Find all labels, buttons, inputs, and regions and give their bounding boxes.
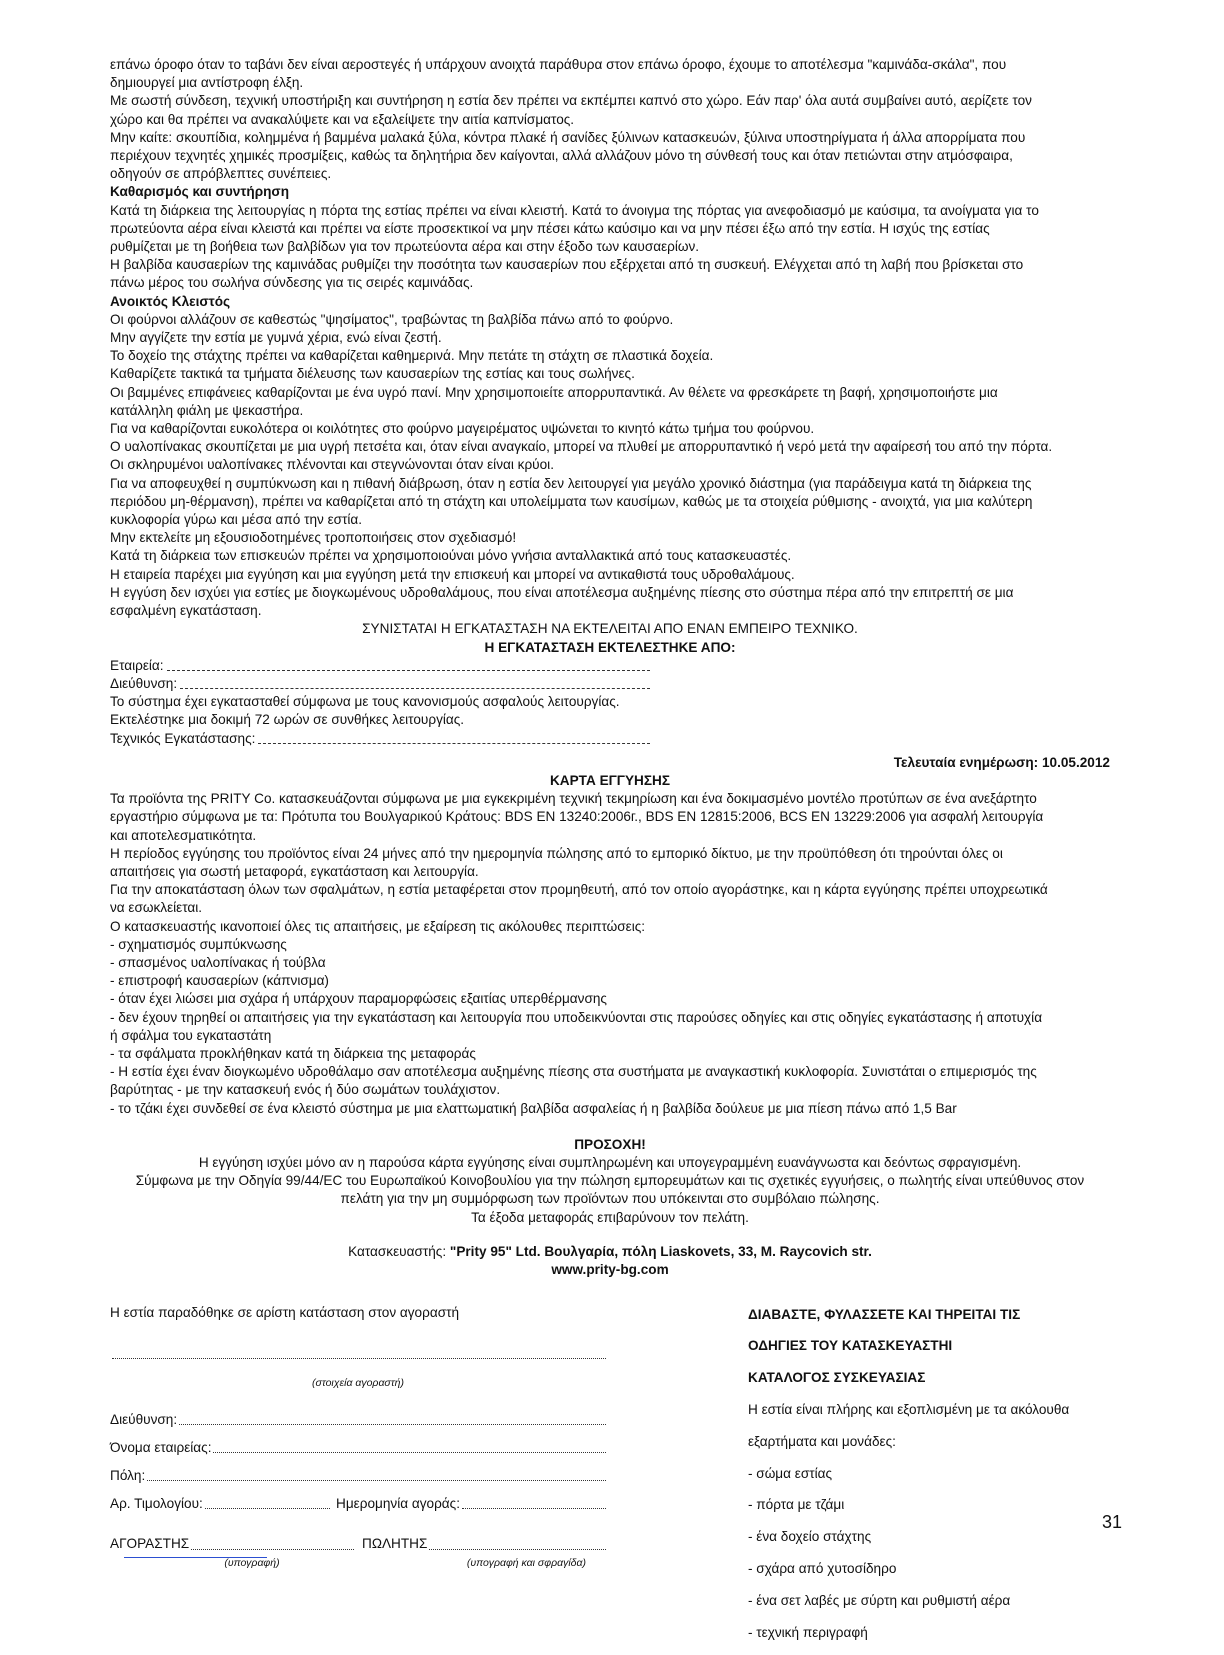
list-item: - σώμα εστίας (748, 1465, 833, 1481)
seller-signature-field[interactable] (362, 1535, 606, 1553)
packing-list (748, 1292, 1128, 1655)
install-recommendation: ΣΥΝΙΣΤΑΤΑΙ Η ΕΓΚΑΤΑΣΤΑΣΗ ΝΑ ΕΚΤΕΛΕΙΤΑΙ ΑΠΟ ΕΝΑΝ ΕΜΠΕΙΡΟ ΤΕΧΝΙΚΟ. (362, 621, 858, 637)
text-line: Κατά τη διάρκεια των επισκευών πρέπει να χρησιμοποιούναι μόνο γνήσια ανταλλακτικά από τους κατασκευαστές. (110, 548, 792, 564)
packing-heading: ΟΔΗΓΙΕΣ ΤΟΥ ΚΑΤΑΣΚΕΥΑΣΤΗΙ (748, 1338, 953, 1354)
text-line: οδηγούν σε απρόβλεπτες συνέπειες. (110, 166, 332, 182)
text-line: απαιτήσεις για σωστή μεταφορά, εγκατάσταση και λειτουργία. (110, 863, 479, 879)
list-item: - όταν έχει λιώσει μια σχάρα ή υπάρχουν παραμορφώσεις εξαιτίας υπερθέρμανσης (110, 991, 607, 1007)
purchase-date-field[interactable] (336, 1495, 606, 1513)
field-label: Όνομα εταιρείας: (110, 1439, 212, 1455)
dotted-line (112, 1357, 606, 1359)
field-label: Διεύθυνση: (110, 675, 178, 691)
text-line: Οι σκληρυμένοι υαλοπίνακες πλένονται και στεγνώνονται όταν είναι κρύοι. (110, 457, 554, 473)
text-line: Οι βαμμένες επιφάνειες καθαρίζονται με ένα υγρό πανί. Μην χρησιμοποιείτε απορρυπαντικά. Αν θέλετε να φρεσκάρετε τη βαφή, χρησιμοποιήστε μια (110, 384, 998, 400)
list-item: - το τζάκι έχει συνδεθεί σε ένα κλειστό σύστημα με μια ελαττωματική βαλβίδα ασφαλείας ή η βαλβίδα δούλευε με μια πίεση πάνω από 1,5 Bar (110, 1100, 957, 1116)
warranty-heading: ΚΑΡΤΑ ΕΓΓΥΗΣΗΣ (549, 772, 670, 788)
section-heading: Ανοικτός Κλειστός (110, 293, 231, 309)
manufacturer-line (110, 1243, 1110, 1261)
field-label: Διεύθυνση: (110, 1411, 178, 1427)
text-line: Κατά τη διάρκεια της λειτουργίας η πόρτα της εστίας πρέπει να είναι κλειστή. Κατά το άνοιγμα της πόρτας για ανεφοδιασμό με καύσιμα, τα ανοίγματα για το (110, 202, 1039, 218)
text-line: χώρο και θα πρέπει να ανακαλύψετε και να εξαλείψετε την αιτία καπνίσματος. (110, 111, 575, 127)
text-line: και αποτελεσματικότητα. (110, 827, 257, 843)
field-label: ΠΩΛΗΤΗΣ (362, 1536, 428, 1552)
last-update: Τελευταία ενημέρωση: 10.05.2012 (893, 754, 1110, 770)
text-line: Τα έξοδα μεταφοράς επιβαρύνουν τον πελάτη. (471, 1209, 749, 1225)
text-line: Η εταιρεία παρέχει μια εγγύηση και μια εγγύηση μετά την επισκευή και μπορεί να αντικαθιστά τους υδροθαλάμους. (110, 566, 795, 582)
packing-heading: ΚΑΤΑΛΟΓΟΣ ΣΥΣΚΕΥΑΣΙΑΣ (748, 1370, 926, 1386)
invoice-date-row (110, 1495, 606, 1513)
manufacturer-name: "Prity 95" Ltd. Βουλγαρία, πόλη Liaskovets, 33, M. Raycovich str. (449, 1243, 872, 1259)
list-item: - τα σφάλματα προκλήθηκαν κατά τη διάρκεια της μεταφοράς (110, 1045, 476, 1061)
text-line: επάνω όροφο όταν το ταβάνι δεν είναι αεροστεγές ή υπάρχουν ανοιχτά παράθυρα στον επάνω όροφο, έχουμε το αποτέλεσμα "καμινάδα-σκάλα", που (110, 57, 1007, 72)
attention-section (110, 1136, 1110, 1227)
text-line: Για να αποφευχθεί η συμπύκνωση και η πιθανή διάβρωση, όταν η εστία δεν λειτουργεί για μεγάλο χρονικό διάστημα (για παράδειγμα κατά τη διάρκεια της (110, 475, 1032, 491)
buyer-signature-field[interactable] (110, 1535, 354, 1553)
text-line: να εσωκλείεται. (110, 900, 203, 916)
dotted-line (462, 1507, 606, 1509)
text-line: εσφαλμένη εγκατάσταση. (110, 603, 262, 619)
open-closed-section (110, 293, 1110, 621)
invoice-field[interactable] (110, 1495, 330, 1513)
text-line: Για να καθαρίζονται ευκολότερα οι κοιλότητες στο φούρνο μαγειρέματος υψώνεται το κινητό κάτω τμήμα του φούρνου. (110, 421, 815, 437)
intro-section (110, 56, 1110, 183)
manufacturer-label: Κατασκευαστής: (348, 1243, 450, 1259)
dotted-line (205, 1507, 330, 1509)
list-item: - τεχνική περιγραφή (748, 1624, 868, 1640)
text-line: Η εστία είναι πλήρης και εξοπλισμένη με τα ακόλουθα (748, 1401, 1070, 1417)
list-item: βαρύτητας - με την κατασκευή ενός ή δύο σωμάτων τουλάχιστον. (110, 1082, 501, 1098)
text-line: εργαστήριο σύμφωνα με τα: Πρότυπα του Βουλγαρικού Κράτους: BDS EN 13240:2006г., BDS EN 12815:2006, BCS EN 13229:2006 για ασφαλή λειτουργία (110, 809, 1044, 825)
list-item: - ένα δοχείο στάχτης (748, 1529, 872, 1545)
list-item: - επιστροφή καυσαερίων (κάπνισμα) (110, 973, 329, 989)
signature-row (110, 1535, 606, 1553)
field-label: Αρ. Τιμολογίου: (110, 1496, 203, 1512)
list-item: - Η εστία έχει έναν διογκωμένο υδροθάλαμο σαν αποτέλεσμα αυξημένης πίεσης στα συστήματα με αναγκαστική κυκλοφορία. Συνιστάται ο επιμερισμός της (110, 1064, 1037, 1080)
text-line: Μην καίτε: σκουπίδια, κολημμένα ή βαμμένα μαλακά ξύλα, κόντρα πλακέ ή σανίδες ξύλινων κατασκευών, ξύλινα υποστηρίγματα ή άλλα απορρίματα που (110, 129, 1026, 145)
address-field[interactable] (110, 675, 650, 693)
text-line: πρωτεύοντα αέρα είναι κλειστά και πρέπει να είστε προσεκτικοί να μην πέσει κάτω καύσιμο και να μην πέσει έξω από την εστία. Η ισχύς της εστίας (110, 220, 990, 236)
field-label: ΑΓΟΡΑΣΤΗΣ (110, 1536, 190, 1552)
manufacturer-website: www.prity-bg.com (551, 1262, 669, 1277)
list-item: - σχηματισμός συμπύκνωσης (110, 936, 287, 952)
list-item: - σχάρα από χυτοσίδηρο (748, 1560, 897, 1576)
list-item: - δεν έχουν τηρηθεί οι απαιτήσεις για την εγκατάσταση και λειτουργία που υποδεικνύονται στις παρούσες οδηγίες και στις οδηγίες εγκατάστασης ή αποτυχία (110, 1009, 1043, 1025)
text-line: Η εγγύηση ισχύει μόνο αν η παρούσα κάρτα εγγύησης είναι συμπληρωμένη και υπογεγραμμένη ευανάγνωστα και δεόντως σφραγισμένη. (198, 1154, 1022, 1170)
cleaning-section (110, 183, 1110, 292)
list-item: - σπασμένος υαλοπίνακας ή τούβλα (110, 954, 326, 970)
text-line: περιόδου μη-θέρμανση), πρέπει να καθαρίζεται από τη στάχτη και υπολείμματα των καυσίμων, καθώς με τα στοιχεία ρύθμισης - ανοιχτά, για μια καλύτερη (110, 493, 1033, 509)
footer-rule (124, 1557, 267, 1558)
buyer-details-caption: (στοιχεία αγοραστή) (311, 1376, 405, 1389)
dashed-line (180, 687, 650, 689)
list-item: - πόρτα με τζάμι (748, 1497, 845, 1513)
dotted-line (429, 1548, 606, 1550)
text-line: πελάτη για την μη συμμόρφωση των προϊόντων που υπόκεινται στο συμβόλαιο πώλησης. (340, 1191, 880, 1207)
field-label: Τεχνικός Εγκατάστασης: (110, 730, 256, 746)
dashed-line (258, 742, 650, 744)
text-line: πάνω μέρος του σωλήνα σύνδεσης για τις σειρές καμινάδας. (110, 275, 474, 291)
install-done-by: Η ΕΓΚΑΤΑΣΤΑΣΗ ΕΚΤΕΛΕΣΤΗΚΕ ΑΠΟ: (484, 639, 736, 655)
delivery-form (110, 1290, 610, 1572)
text-line: Το σύστημα έχει εγκατασταθεί σύμφωνα με τους κανονισμούς ασφαλούς λειτουργίας. (110, 694, 620, 710)
text-line: Για την αποκατάσταση όλων των σφαλμάτων, η εστία μεταφέρεται στον προμηθευτή, από τον οποίο αγοράστηκε, και η κάρτα εγγύησης πρέπει υποχρεωτικά (110, 882, 1048, 898)
signature-stamp-caption: (υπογραφή και σφραγίδα) (466, 1556, 586, 1569)
dotted-line (147, 1479, 606, 1481)
text-line: Εκτελέστηκε μια δοκιμή 72 ωρών σε συνθήκες λειτουργίας. (110, 712, 465, 728)
text-line: Ο κατασκευαστής ικανοποιεί όλες τις απαιτήσεις, με εξαίρεση τις ακόλουθες περιπτώσεις: (110, 918, 646, 934)
city-field[interactable] (110, 1467, 606, 1485)
company-name-field[interactable] (110, 1439, 606, 1457)
list-item: - ένα σετ λαβές με σύρτη και ρυθμιστή αέρα (748, 1592, 1011, 1608)
text-line: Η περίοδος εγγύησης του προϊόντος είναι 24 μήνες από την ημερομηνία πώλησης από το εμπορικό δίκτυο, με την προϋπόθεση ότι τηρούνται όλες οι (110, 845, 1003, 861)
dotted-line (213, 1451, 606, 1453)
text-line: εξαρτήματα και μονάδες: (748, 1433, 896, 1449)
field-label: Πόλη: (110, 1468, 146, 1483)
dashed-line (167, 669, 650, 671)
text-line: Σύμφωνα με την Οδηγία 99/44/EC του Ευρωπαϊκού Κοινοβουλίου για την πώληση εμπορευμάτων και τις σχετικές εγγυήσεις, ο πωλητής είναι υπεύθυνος στον (135, 1173, 1085, 1189)
text-line: Με σωστή σύνδεση, τεχνική υποστήριξη και συντήρηση η εστία δεν πρέπει να εκπέμπει καπνό στο χώρο. Εάν παρ' όλα αυτά συμβαίνει αυτό, αερίζετε τον (110, 93, 1032, 109)
section-heading: Καθαρισμός και συντήρηση (110, 184, 290, 200)
text-line: Μην αγγίζετε την εστία με γυμνά χέρια, ενώ είναι ζεστή. (110, 330, 442, 346)
list-item: ή σφάλμα του εγκαταστάτη (110, 1027, 272, 1043)
company-field[interactable] (110, 657, 650, 675)
field-label: Εταιρεία: (110, 657, 164, 673)
text-line: Η εγγύση δεν ισχύει για εστίες με διογκωμένους υδροθαλάμους, που είναι αποτέλεσμα αυξημένης πίεσης στο σύστημα πέρα από την επιτρεπτή σε μια (110, 584, 1014, 600)
page-number: 31 (1101, 1512, 1122, 1532)
buyer-details-field[interactable] (110, 1357, 606, 1363)
technician-field[interactable] (110, 730, 650, 748)
delivery-address-field[interactable] (110, 1411, 606, 1429)
text-line: δημιουργεί μια αντίστροφη έλξη. (110, 75, 304, 91)
text-line: Η βαλβίδα καυσαερίων της καμινάδας ρυθμίζει την ποσότητα των καυσαερίων που εξέρχεται από τη συσκευή. Ελέγχεται από τη λαβή που βρίσκεται στο (110, 257, 1024, 273)
text-line: Μην εκτελείτε μη εξουσιοδοτημένες τροποποιήσεις στον σχεδιασμό! (110, 530, 517, 546)
text-line: ρυθμίζεται με τη βοήθεια των βαλβίδων για τον πρωτεύοντα αέρα και στην έξοδο των καυσαερίων. (110, 239, 700, 255)
text-line: Καθαρίζετε τακτικά τα τμήματα διέλευσης των καυσαερίων της εστίας και τους σωλήνες. (110, 366, 635, 382)
installation-section (110, 620, 1110, 747)
packing-heading: ΔΙΑΒΑΣΤΕ, ΦΥΛΑΣΣΕΤΕ ΚΑΙ ΤΗΡΕΙΤΑΙ ΤΙΣ (748, 1306, 1021, 1322)
field-label: Ημερομηνία αγοράς: (336, 1496, 460, 1512)
signature-caption: (υπογραφή) (224, 1556, 280, 1569)
delivery-intro: Η εστία παραδόθηκε σε αρίστη κατάσταση στον αγοραστή (110, 1304, 460, 1320)
dotted-line (179, 1423, 606, 1425)
text-line: Το δοχείο της στάχτης πρέπει να καθαρίζεται καθημερινά. Μην πετάτε τη στάχτη σε πλαστικά δοχεία. (110, 348, 714, 364)
document-body (110, 56, 1110, 1279)
text-line: κυκλοφορία γύρω και μέσα από την εστία. (110, 512, 363, 528)
text-line: Οι φούρνοι αλλάζουν σε καθεστώς "ψησίματος", τραβώντας τη βαλβίδα πάνω από το φούρνο. (110, 311, 674, 327)
attention-heading: ΠΡΟΣΟΧΗ! (574, 1136, 646, 1152)
dotted-line (191, 1548, 354, 1550)
manufacturer-section (110, 1243, 1110, 1279)
text-line: κατάλληλη φιάλη με ψεκαστήρα. (110, 402, 304, 418)
text-line: περιέχουν τεχνητές χημικές προσμίξεις, καθώς τα δηλητήρια δεν καίγονται, αλλά αλλάζουν μόνο τη σύνθεσή τους και όταν πετιώνται στην ατμόσφαιρα, (110, 148, 1013, 164)
text-line: Τα προϊόντα της PRITY Co. κατασκευάζονται σύμφωνα με μια εγκεκριμένη τεχνική τεκμηρίωση και ένα δοκιμασμένο μοντέλο προτύπων σε ένα ανεξάρτητο (110, 791, 1037, 807)
text-line: Ο υαλοπίνακας σκουπίζεται με μια υγρή πετσέτα και, όταν είναι αναγκαίο, μπορεί να πλυθεί με απορρυπαντικό ή νερό μετά την αφαίρεσή του από την πόρτα. (110, 439, 1053, 455)
warranty-section (110, 772, 1110, 1118)
